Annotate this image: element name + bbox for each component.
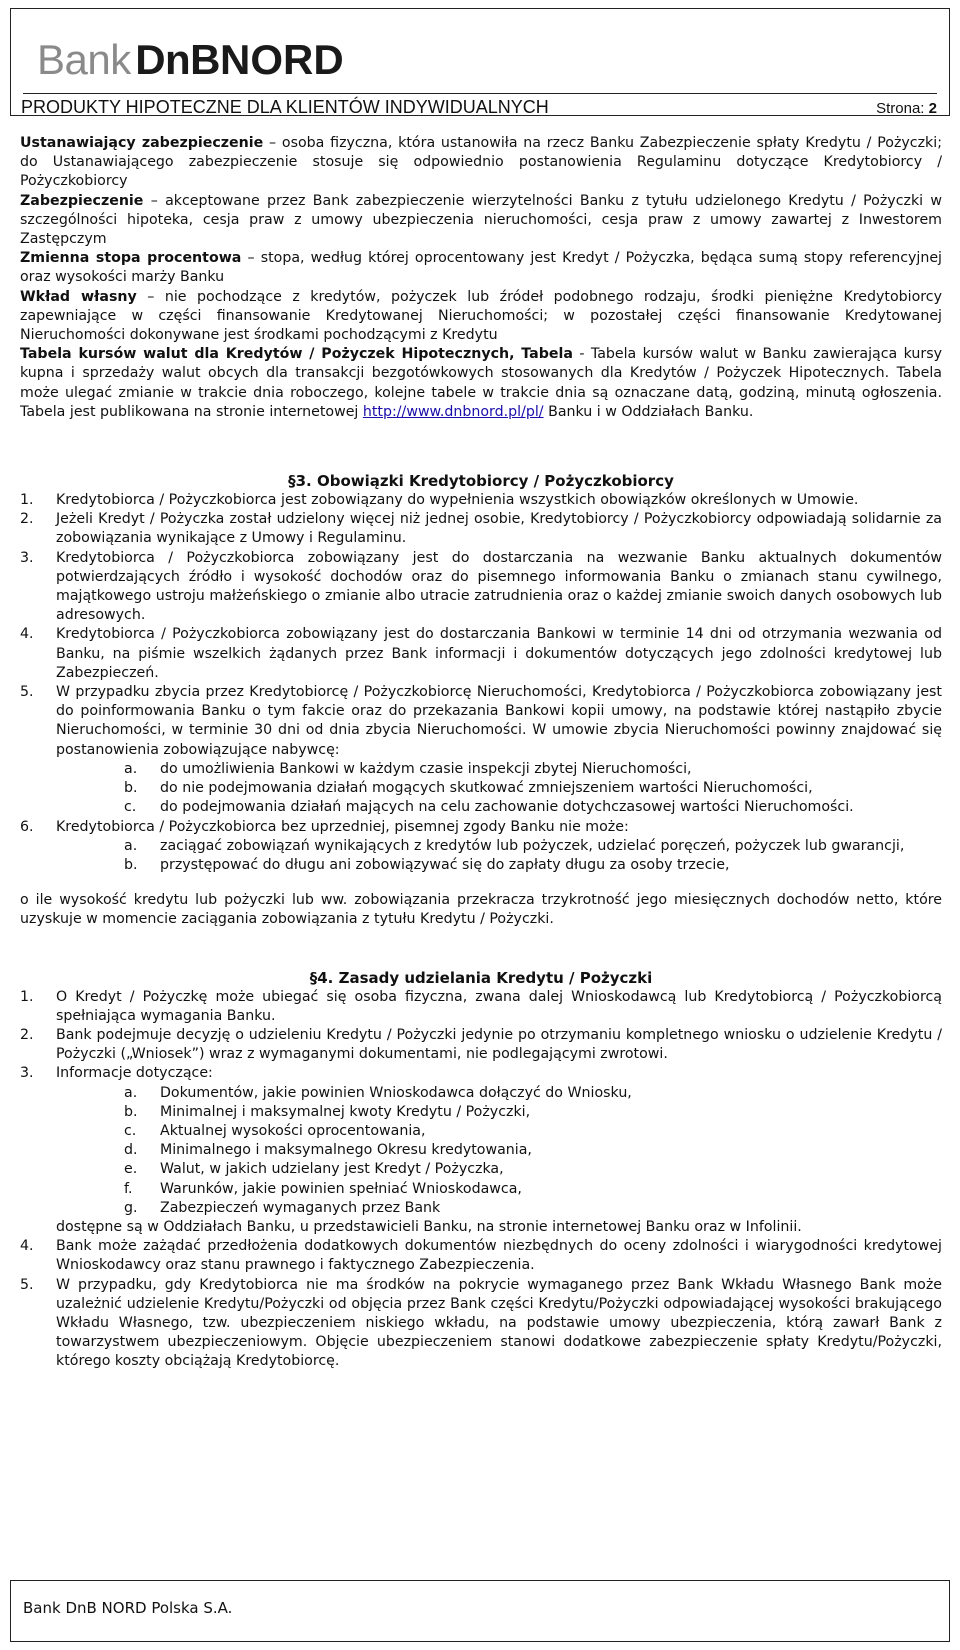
section-3-list [20, 491, 942, 760]
section-4-heading: §4. Zasady udzielania Kredytu / Pożyczki [309, 968, 653, 987]
list-item: 2. Bank podejmuje decyzję o udzieleniu Kredytu / Pożyczki jedynie po otrzymaniu kompletnego wniosku o udzielenie Kredytu / Pożyczki („Wniosek”) wraz z wymaganymi dokumentami, nie podlegającymi zwrotowi. [20, 1026, 942, 1063]
definition-item: Wkład własny – nie pochodzące z kredytów, pożyczek lub źródeł podobnego rodzaju, środki pieniężne Kredytobiorcy zapewniające w części finansowanie Kredytowanej Nieruchomości; w pozostałej części finansowanie Kredytowanej Nieruchomości dokonywane jest środkami pochodzącymi z Kredytu [20, 288, 942, 344]
definition-item: Ustanawiający zabezpieczenie – osoba fizyczna, która ustanowiła na rzecz Banku Zabezpieczenie spłaty Kredytu / Pożyczki; do Ustanawiającego zabezpieczenie stosuje się odpowiednio postanowienia Regulaminu dotyczące Kredytobiorcy / Pożyczkobiorcy [20, 135, 942, 190]
section-4-list [20, 988, 942, 1372]
sub-list-item: c. Aktualnej wysokości oprocentowania, [124, 1122, 426, 1139]
list-item: 5. W przypadku zbycia przez Kredytobiorcę / Pożyczkobiorcę Nieruchomości, Kredytobiorca / Pożyczkobiorca zobowiązany jest do poinformowania Banku o tym fakcie oraz do przekazania Bankowi kopii umowy, na podstawie której nastąpiło zbycie Nieruchomości, w terminie 30 dni od dnia zbycia Nieruchomości. W umowie zbycia Nieruchomości powinny znajdować się postanowienia zobowiązujące nabywcę: [20, 684, 942, 758]
list-item: 3. Kredytobiorca / Pożyczkobiorca zobowiązany jest do dostarczania na wezwanie Banku aktualnych dokumentów potwierdzających źródło i wysokość dochodów oraz do pisemnego informowania Banku o zmianach stanu cywilnego, majątkowego ustroju małżeńskiego o zmianie albo utracie zatrudnienia oraz o każdej zmianie swoich danych osobowych lub adresowych. [20, 549, 942, 624]
definition-item: Zabezpieczenie – akceptowane przez Bank zabezpieczenie wierzytelności Banku z tytułu udzielonego Kredytu / Pożyczki w szczególności hipoteka, cesja praw z umowy ubezpieczenia nieruchomości, cesja praw z umowy zawartej z Inwestorem Zastępczym [20, 192, 942, 248]
sub-list [20, 837, 942, 875]
section-3-heading: §3. Obowiązki Kredytobiorcy / Pożyczkobiorcy [288, 472, 674, 491]
document-body [20, 134, 942, 1372]
list-item: 6. Kredytobiorca / Pożyczkobiorca bez uprzedniej, pisemnej zgody Banku nie może: [20, 818, 629, 835]
list-item: 4. Kredytobiorca / Pożyczkobiorca zobowiązany jest do dostarczania Bankowi w terminie 14 dni od otrzymania wezwania od Banku, na piśmie wszelkich żądanych przez Bank informacji i dokumentów dotyczących jego zdolności kredytowej lub Zabezpieczeń. [20, 626, 942, 681]
list-item: 1. O Kredyt / Pożyczkę może ubiegać się osoba fizyczna, zwana dalej Wnioskodawcą lub Kredytobiorcą / Pożyczkobiorcą spełniająca wymagania Banku. [20, 988, 942, 1024]
sub-list-item: d. Minimalnego i maksymalnego Okresu kredytowania, [124, 1142, 532, 1159]
sub-list-item: g. Zabezpieczeń wymaganych przez Bank [124, 1199, 441, 1216]
footer-company: Bank DnB NORD Polska S.A. [23, 1599, 233, 1617]
document-title: PRODUKTY HIPOTECZNE DLA KLIENTÓW INDYWIDUALNYCH [21, 97, 549, 117]
sub-list-item: e. Walut, w jakich udzielany jest Kredyt / Pożyczka, [124, 1161, 504, 1178]
sub-list-item: c. do podejmowania działań mających na celu zachowanie dotychczasowej wartości Nieruchomości. [124, 799, 854, 816]
section-3-list-cont [20, 818, 942, 837]
definition-item: Zmienna stopa procentowa – stopa, według której oprocentowany jest Kredyt / Pożyczka, będąca sumą stopy referencyjnej oraz wysokości marży Banku [20, 250, 942, 286]
definition-item: Tabela kursów walut dla Kredytów / Pożyczek Hipotecznych, Tabela - Tabela kursów walut w Banku zawierająca kursy kupna i sprzedaży walut obcych dla transakcji bezgotówkowych stosowanych dla Kredytów / Pożyczek Hipotecznych. Tabela może ulegać zmianie w trakcie dnia roboczego, kolejne tabele w trakcie dnia są oznaczane datą, godziną, minutą ogłoszenia. Tabela jest publikowana na stronie internetowej http://www.dnbnord.pl/pl/ Banku i w Oddziałach Banku. [20, 346, 942, 420]
list-item: 5. W przypadku, gdy Kredytobiorca nie ma środków na pokrycie wymaganego przez Bank Wkładu Własnego Bank może uzależnić udzielenie Kredytu/Pożyczki od objęcia przez Bank części Kredytu/Pożyczki odpowiadającej wysokości brakującego Wkładu Własnego, tzw. ubezpieczeniem niskiego wkładu, na podstawie umowy ubezpieczenia, którą zawarł Bank z towarzystwem ubezpieczeniowym. Objęcie ubezpieczeniem stanowi dodatkowe zabezpieczenie spłaty Kredytu/Pożyczki, którego koszty obciążają Kredytobiorcę. [20, 1276, 942, 1370]
sub-list-item: a. Dokumentów, jakie powinien Wnioskodawca dołączyć do Wniosku, [124, 1084, 632, 1101]
sub-list-item: b. do nie podejmowania działań mogących skutkować zmniejszeniem wartości Nieruchomości, [124, 780, 813, 797]
list-item: 4. Bank może zażądać przedłożenia dodatkowych dokumentów niezbędnych do oceny zdolności i wiarygodności kredytowej Wnioskodawcy oraz stanu prawnego i faktycznego Zabezpieczenia. [20, 1238, 942, 1274]
section-3-conclusion: o ile wysokość kredytu lub pożyczki lub ww. zobowiązania przekracza trzykrotność jego miesięcznych dochodów netto, które uzyskuje w momencie zaciągania zobowiązania z tytułu Kredytu / Pożyczki. [20, 892, 942, 928]
header-divider [23, 93, 937, 94]
bank-website-link[interactable]: http://www.dnbnord.pl/pl/ [362, 403, 544, 420]
sub-list [56, 1084, 942, 1218]
sub-list [20, 760, 942, 818]
list-item: 2. Jeżeli Kredyt / Pożyczka został udzielony więcej niż jednej osobie, Kredytobiorcy / Pożyczkobiorcy odpowiadają solidarnie za zobowiązania wynikające z Umowy i Regulaminu. [20, 511, 942, 547]
page-header [10, 8, 950, 116]
bank-logo: Bank DnBNORD [37, 36, 344, 83]
page-footer [10, 1580, 950, 1642]
sub-list-item: a. do umożliwienia Bankowi w każdym czasie inspekcji zbytej Nieruchomości, [124, 760, 692, 777]
sub-list-item: a. zaciągać zobowiązań wynikających z kredytów lub pożyczek, udzielać poręczeń, pożyczek lub gwarancji, [124, 837, 905, 854]
page-number: Strona: 2 [876, 100, 937, 117]
definitions [20, 134, 942, 422]
list-item: 1. Kredytobiorca / Pożyczkobiorca jest zobowiązany do wypełnienia wszystkich obowiązków określonych w Umowie. [20, 492, 859, 509]
list-item: 3. Informacje dotyczące: a. Dokumentów, jakie powinien Wnioskodawca dołączyć do Wniosku, b. Minimalnej i maksymalnej kwoty Kredytu / Pożyczki, c. Aktualnej wysokości oprocentowania, d. Minimalnego i maksymalnego Okresu kredytowania, e. Walut, w jakich udzielany jest Kredyt / Pożyczka, f. Warunków, jakie powinien spełniać Wnioskodawca, g. Zabezpieczeń wymaganych przez Bank dostępne są w Oddziałach Banku, u przedstawicieli Banku, na stronie internetowej Banku oraz w Infolinii. [20, 1064, 942, 1237]
sub-list-item: f. Warunków, jakie powinien spełniać Wnioskodawca, [124, 1180, 522, 1197]
availability-note: dostępne są w Oddziałach Banku, u przedstawicieli Banku, na stronie internetowej Banku oraz w Infolinii. [56, 1218, 802, 1235]
sub-list-item: b. przystępować do długu ani zobowiązywać się do zapłaty długu za osoby trzecie, [124, 856, 730, 873]
sub-list-item: b. Minimalnej i maksymalnej kwoty Kredytu / Pożyczki, [124, 1103, 531, 1120]
